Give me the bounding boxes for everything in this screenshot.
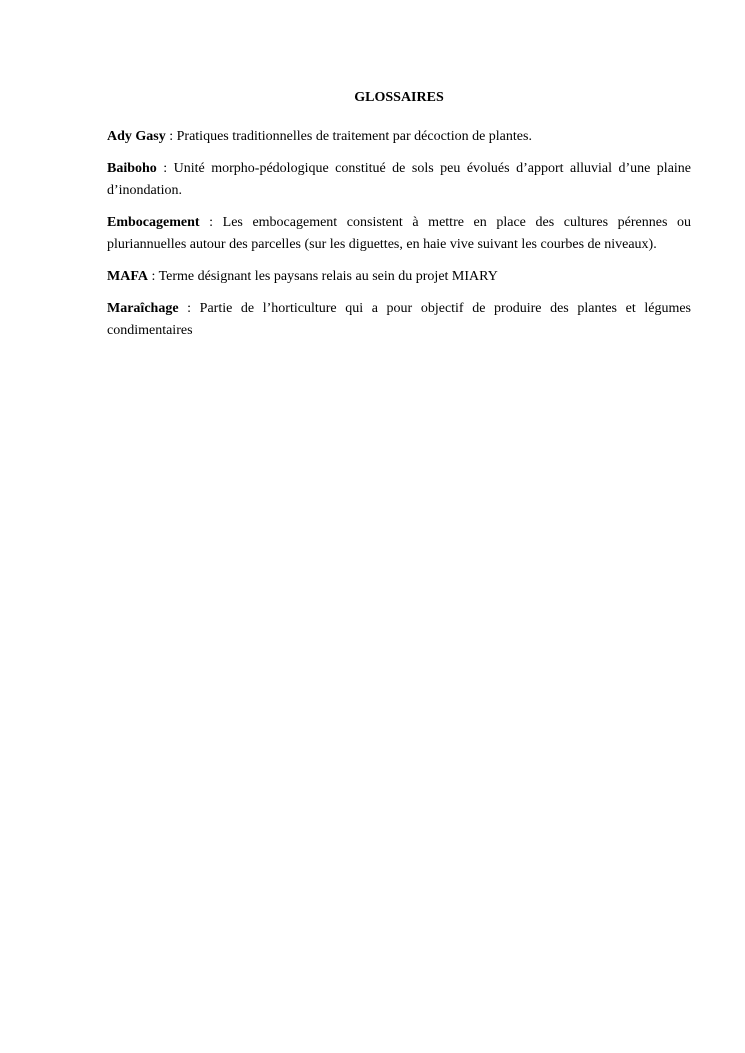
glossary-definition: Partie de l’horticulture qui a pour objectif de produire des plantes et légumes condimentaires (107, 301, 691, 338)
glossary-term: Embocagement (107, 215, 200, 230)
glossary-entry-baiboho (107, 158, 691, 202)
glossary-entry-ady-gasy (107, 126, 691, 148)
term-separator: : (165, 129, 177, 144)
glossary-definition: Pratiques traditionnelles de traitement par décoction de plantes. (176, 129, 532, 144)
document-page (107, 88, 691, 352)
glossary-definition: Terme désignant les paysans relais au sein du projet MIARY (158, 269, 498, 284)
glossary-definition: Les embocagement consistent à mettre en place des cultures pérennes ou pluriannuelles autour des parcelles (sur les diguettes, en haie vive suivant les courbes de niveaux). (107, 215, 691, 252)
term-separator: : (156, 161, 174, 176)
term-separator: : (178, 301, 200, 316)
glossary-entry-mafa (107, 266, 691, 288)
glossary-term: Ady Gasy (107, 129, 166, 144)
glossary-term: Maraîchage (107, 301, 179, 316)
glossary-definition: Unité morpho-pédologique constitué de sols peu évolués d’apport alluvial d’une plaine d’inondation. (107, 161, 692, 198)
glossary-term: Baiboho (107, 161, 157, 176)
term-separator: : (147, 269, 159, 284)
glossary-entry-embocagement (107, 212, 691, 256)
glossary-term: MAFA (107, 269, 148, 284)
term-separator: : (199, 215, 223, 230)
page-title: GLOSSAIRES (354, 90, 444, 105)
glossary-entry-maraichage (107, 298, 691, 342)
